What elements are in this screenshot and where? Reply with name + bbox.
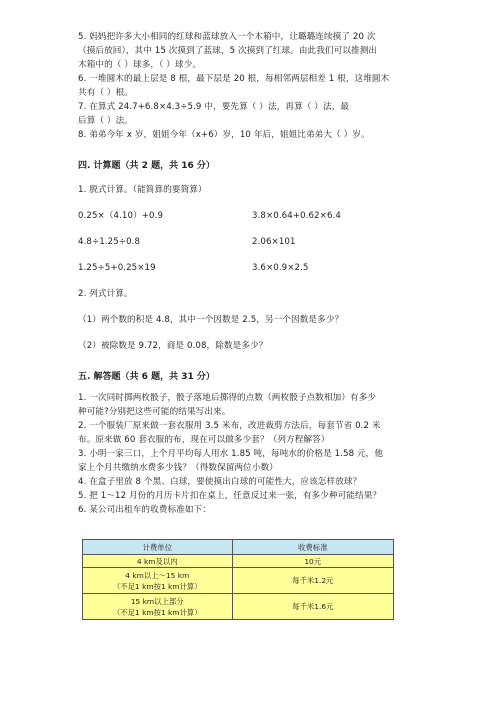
fee-standard-cell: 每千米1.6元 <box>232 594 393 620</box>
calc-left-2: 4.8÷1.25÷0.8 <box>78 237 141 247</box>
answer-line-9: 6. 某公司出租车的收费标准如下： <box>78 505 211 515</box>
answer-line-7: 4. 在盒子里放 8 个黑、白球，要使摸出白球的可能性大，应该怎样放球？ <box>78 477 362 487</box>
fee-unit-range: 4 km以上～15 km <box>125 570 190 580</box>
question-8: 8. 弟弟今年 x 岁，姐姐今年（x+6）岁，10 年后，姐姐比弟弟大（ ）岁。 <box>78 130 370 140</box>
calc-right-1: 3.8×0.64+0.62×6.4 <box>252 211 341 221</box>
question-5-line-3: 木箱中的（ ）球多，（ ）球少。 <box>78 60 202 70</box>
fee-standard-cell: 10元 <box>232 555 393 568</box>
fee-table-row <box>83 555 394 568</box>
question-7-line-2: 后算（ ）法。 <box>78 116 133 126</box>
fee-unit-note: （不足1 km按1 km计算） <box>112 581 202 591</box>
question-5-line-1: 5. 妈妈把许多大小相同的红球和蓝球放入一个木箱中，让璐璐连续摸了 20 次 <box>78 32 376 42</box>
answer-line-5: 3. 小明一家三口，上个月平均每人用水 1.85 吨，每吨水的价格是 1.58 元，他 <box>78 449 384 459</box>
question-6-line-2: 共有（ ）根。 <box>78 88 133 98</box>
question-5-line-2: （摸后放回），其中 15 次摸到了蓝球，5 次摸到了红球。由此我们可以推测出 <box>78 46 378 56</box>
question-6-line-1: 6. 一堆圆木的最上层是 8 根，最下层是 20 根，每相邻两层相差 1 根，这堆圆木 <box>78 74 390 84</box>
question-7-line-1: 7. 在算式 24.7+6.8×4.3÷5.9 中，要先算（ ）法，再算（ ）法，最 <box>78 102 350 112</box>
fee-unit-cell: 4 km及以内 <box>83 555 233 568</box>
taxi-fee-table <box>82 539 394 620</box>
fee-unit-note: （不足1 km按1 km计算） <box>112 607 202 617</box>
answer-line-8: 5. 把 1～12 月份的月历卡片扣在桌上，任意反过来一张，有多少种可能结果？ <box>78 491 382 501</box>
header-unit: 计费单位 <box>83 540 233 555</box>
fee-table-header-row <box>83 540 394 555</box>
answer-line-1: 1. 一次同时掷两枚骰子，骰子落地后掷得的点数（两枚骰子点数相加）有多少 <box>78 393 377 403</box>
section-5-heading: 五. 解答题（共 6 题，共 31 分） <box>78 372 215 382</box>
calc-left-1: 0.25×（4.10）+0.9 <box>78 211 164 221</box>
answer-line-3: 2. 一个服装厂原来做一套衣服用 3.5 米布，改进裁剪方法后，每套节省 0.2 米 <box>78 421 381 431</box>
word-calc-1: （1）两个数的积是 4.8，其中一个因数是 2.5，另一个因数是多少？ <box>78 315 344 325</box>
fee-unit-cell <box>83 594 233 620</box>
answer-line-6: 家上个月共缴纳水费多少钱？（得数保留两位小数） <box>78 463 278 473</box>
fee-unit-range: 15 km以上部分 <box>130 596 184 606</box>
fee-table-row <box>83 568 394 594</box>
header-standard: 收费标准 <box>232 540 393 555</box>
calc-right-2: 2.06×101 <box>252 237 296 247</box>
calc-right-3: 3.6×0.9×2.5 <box>252 263 309 273</box>
answer-line-4: 布。原来做 60 套衣服的布，现在可以做多少套？（列方程解答） <box>78 435 330 445</box>
section-4-heading: 四. 计算题（共 2 题，共 16 分） <box>78 161 215 171</box>
calc-left-3: 1.25÷5+0.25×19 <box>78 263 156 273</box>
calc-instruction: 1. 脱式计算。（能简算的要简算） <box>78 185 207 195</box>
fee-standard-cell: 每千米1.2元 <box>232 568 393 594</box>
answer-line-2: 种可能?分别把这些可能的结果写出来。 <box>78 407 231 417</box>
word-calc-instruction: 2. 列式计算。 <box>78 289 133 299</box>
word-calc-2: （2）被除数是 9.72，商是 0.08，除数是多少？ <box>78 341 268 351</box>
fee-unit-cell <box>83 568 233 594</box>
fee-table-row <box>83 594 394 620</box>
